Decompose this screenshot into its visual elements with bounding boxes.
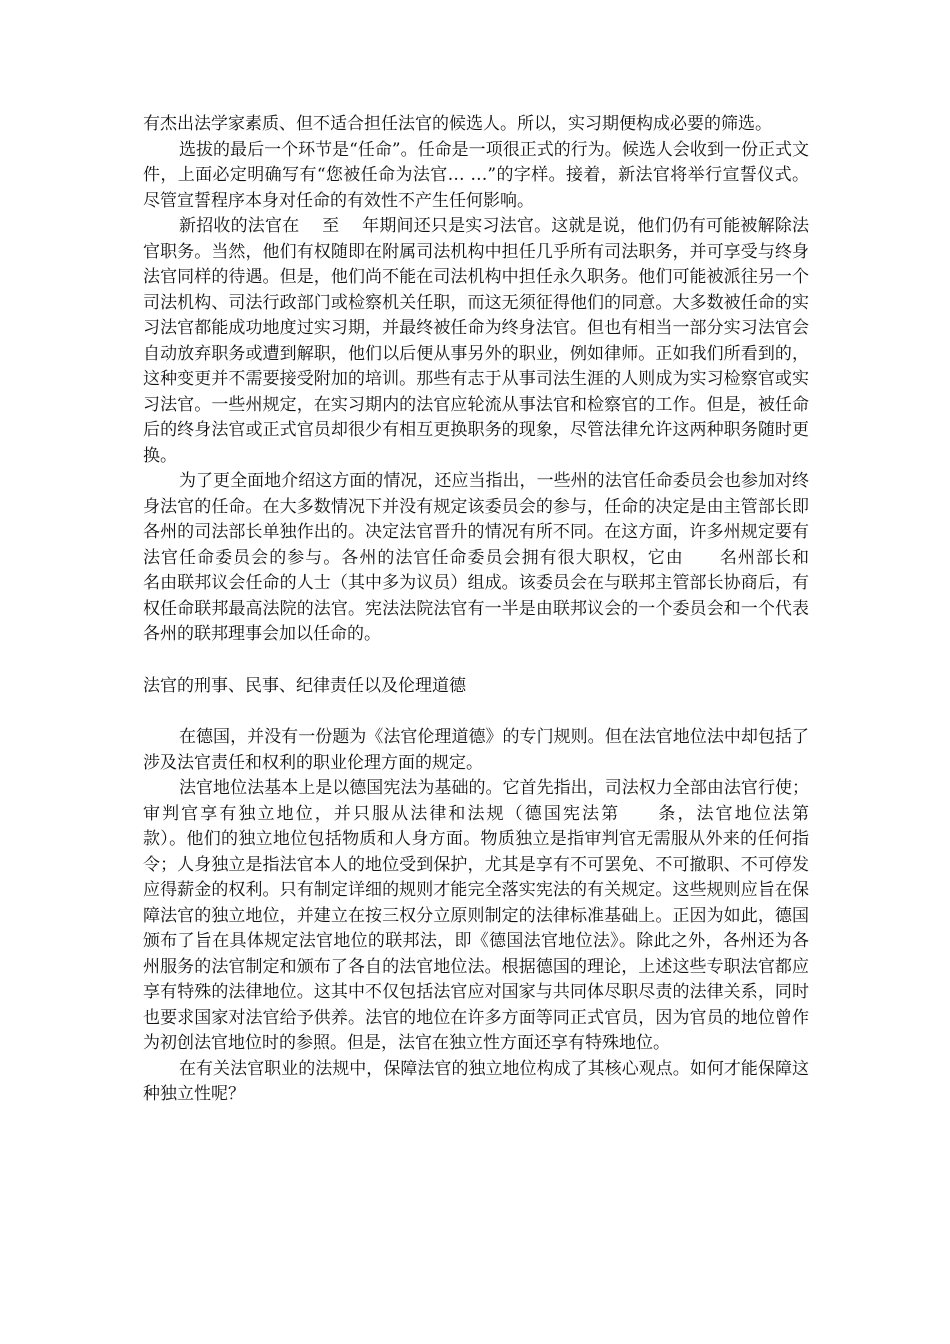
paragraph-status-law: 法官地位法基本上是以德国宪法为基础的。它首先指出，司法权力全部由法官行使；审判官享有独立地位，并只服从法律和法规（德国宪法第 条，法官地位法第 款）。他们的独立地位包括物质和人身方面。物质独立是指审判官无需服从外来的任何指令；人身独立是指法官本人的地位受到保护，尤其是享有不可罢免、不可撤职、不可停发应得薪金的权利。只有制定详细的规则才能完全落实宪法的有关规定。这些规则应旨在保障法官的独立地位，并建立在按三权分立原则制定的法律标准基础上。正因为如此，德国颁布了旨在具体规定法官地位的联邦法，即《德国法官地位法》。除此之外，各州还为各州服务的法官制定和颁布了各自的法官地位法。根据德国的理论，上述这些专职法官都应享有特殊的法律地位。这其中不仅包括法官应对国家与共同体尽职尽责的法律关系，同时也要求国家对法官给予供养。法官的地位在许多方面等同正式官员，因为官员的地位曾作为初创法官地位时的参照。但是，法官在独立性方面还享有特殊地位。 [143,778,843,1053]
paragraph-appointment: 选拔的最后一个环节是“任命”。任命是一项很正式的行为。候选人会收到一份正式文件，上面必定明确写有“您被任命为法官… …”的字样。接着，新法官将举行宣誓仪式。尽管宣誓程序本身对任命的有效性不产生任何影响。 [143,139,809,211]
paragraph-continuation: 有杰出法学家素质、但不适合担任法官的候选人。所以，实习期便构成必要的筛选。 [143,114,772,134]
paragraph-probation: 新招收的法官在 至 年期间还只是实习法官。这就是说，他们仍有可能被解除法官职务。当然，他们有权随即在附属司法机构中担任几乎所有司法职务，并可享受与终身法官同样的待遇。但是，他们尚不能在司法机构中担任永久职务。他们可能被派往另一个司法机构、司法行政部门或检察机关任职，而这无须征得他们的同意。大多数被任命的实习法官都能成功地度过实习期，并最终被任命为终身法官。但也有相当一部分实习法官会自动放弃职务或遭到解职，他们以后便从事另外的职业，例如律师。正如我们所看到的，这种变更并不需要接受附加的培训。那些有志于从事司法生涯的人则成为实习检察官或实习法官。一些州规定，在实习期内的法官应轮流从事法官和检察官的工作。但是，被任命后的终身法官或正式官员却很少有相互更换职务的现象，尽管法律允许这两种职务随时更换。 [143,216,809,466]
paragraph-appointment-committee: 为了更全面地介绍这方面的情况，还应当指出，一些州的法官任命委员会也参加对终身法官的任命。在大多数情况下并没有规定该委员会的参与，任命的决定是由主管部长即各州的司法部长单独作出的。决定法官晋升的情况有所不同。在这方面，许多州规定要有法官任命委员会的参与。各州的法官任命委员会拥有很大职权，它由 名州部长和 名由联邦议会任命的人士（其中多为议员）组成。该委员会在与联邦主管部长协商后，有权任命联邦最高法院的法官。宪法法院法官有一半是由联邦议会的一个委员会和一个代表各州的联邦理事会加以任命的。 [143,471,843,644]
spacer [143,648,809,674]
document-body [143,112,843,1108]
paragraph-ethics: 在德国，并没有一份题为《法官伦理道德》的专门规则。但在法官地位法中却包括了涉及法官责任和权利的职业伦理方面的规定。 [143,727,809,773]
spacer [143,699,809,725]
section-heading: 法官的刑事、民事、纪律责任以及伦理道德 [143,675,466,696]
paragraph-independence: 在有关法官职业的法规中，保障法官的独立地位构成了其核心观点。如何才能保障这种独立性呢？ [143,1058,809,1104]
